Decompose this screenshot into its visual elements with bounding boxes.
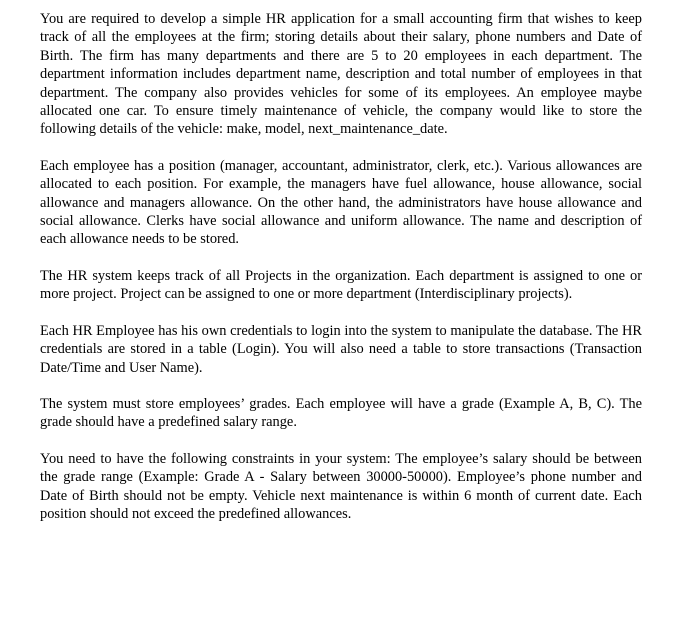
paragraph-grades: The system must store employees’ grades. Each employee will have a grade (Example A, B, C). The grade should have a predefined salary range. bbox=[40, 395, 642, 431]
paragraph-projects: The HR system keeps track of all Projects in the organization. Each department is assigned to one or more project. Project can be assigned to one or more department (Interdisciplinary projects). bbox=[40, 267, 642, 303]
paragraph-positions-allowances: Each employee has a position (manager, accountant, administrator, clerk, etc.). Various allowances are allocated to each position. For example, the managers have fuel allowance, house allowance, social allowance and managers allowance. On the other hand, the administrators have house allowance and social allowance. Clerks have social allowance and uniform allowance. The name and description of each allowance needs to be stored. bbox=[40, 157, 642, 248]
paragraph-login-transactions: Each HR Employee has his own credentials to login into the system to manipulate the database. The HR credentials are stored in a table (Login). You will also need a table to store transactions (Transaction Date/Time and User Name). bbox=[40, 322, 642, 376]
paragraph-requirements-overview: You are required to develop a simple HR application for a small accounting firm that wishes to keep track of all the employees at the firm; storing details about their salary, phone numbers and Date of Birth. The firm has many departments and there are 5 to 20 employees in each department. The department information includes department name, description and total number of employees in that department. The company also provides vehicles for some of its employees. An employee maybe allocated one car. To ensure timely maintenance of vehicle, the company would like to store the following details of the vehicle: make, model, next_maintenance_date. bbox=[40, 11, 642, 138]
paragraph-constraints: You need to have the following constraints in your system: The employee’s salary should be between the grade range (Example: Grade A - Salary between 30000-50000). Employee’s phone number and Date of Birth should not be empty. Vehicle next maintenance is within 6 month of current date. Each position should not exceed the predefined allowances. bbox=[40, 450, 642, 522]
document-body bbox=[40, 10, 642, 523]
